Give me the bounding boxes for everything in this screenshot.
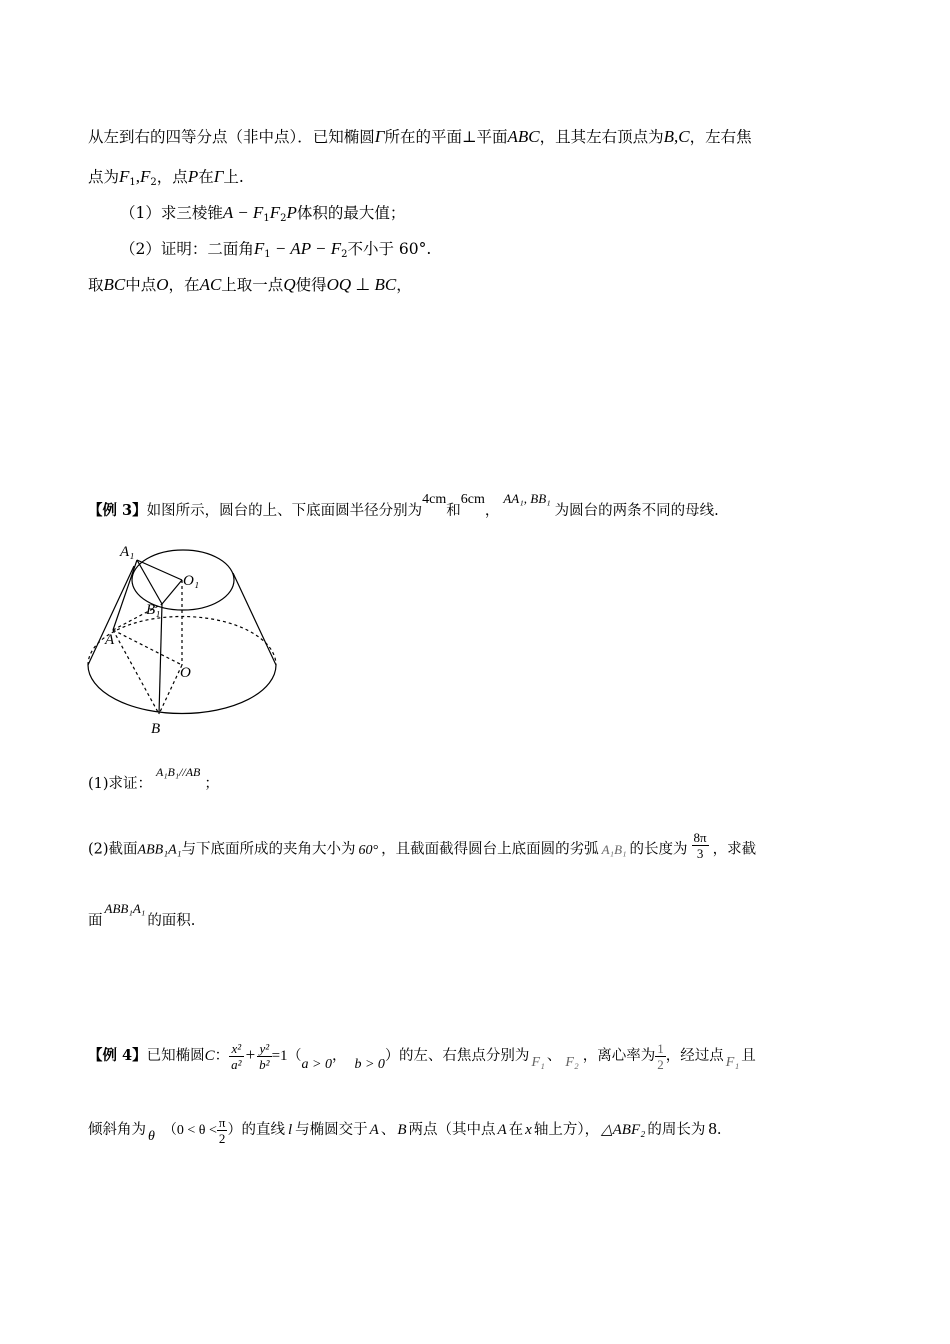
text: 与椭圆交于 <box>295 1122 368 1138</box>
sub: 2 <box>341 249 348 260</box>
label-a: A <box>105 632 115 648</box>
arc-label: A₁B₁ <box>601 841 627 857</box>
text: 上取一点 <box>221 276 284 294</box>
math-expr: A − F <box>222 203 264 222</box>
math-b: B <box>663 127 675 146</box>
text: ，且截面截得圆台上底面圆的劣弧 <box>381 841 599 858</box>
text: 两点（其中点 <box>408 1122 496 1138</box>
math-f: F <box>119 167 130 186</box>
label-b1: B₁ <box>146 602 161 618</box>
text: （ <box>287 1049 302 1064</box>
radius-1: 4cm <box>422 492 447 507</box>
condition-a: a > 0 <box>301 1057 332 1072</box>
math-f: F <box>140 167 151 186</box>
text: 体积的最大值； <box>296 204 406 222</box>
text: ： <box>214 1048 230 1064</box>
p1-line-2 <box>88 166 244 194</box>
segment-o-b <box>159 665 182 714</box>
focus-f1: F₁ <box>725 1055 740 1070</box>
text: 从左到右的四等分点（非中点）．已知椭圆 <box>88 128 375 146</box>
text: ，左右焦 <box>689 128 752 146</box>
segment-a1-a <box>113 560 137 630</box>
condition-b: b > 0 <box>354 1057 385 1072</box>
math-x: x <box>525 1122 532 1138</box>
text: 倾斜角为 <box>88 1122 146 1138</box>
text: 的直线 <box>241 1122 285 1138</box>
perp-symbol: ⊥ <box>351 275 375 294</box>
p1-question-1 <box>120 202 405 230</box>
denominator: 3 <box>696 846 704 861</box>
math-expr: − AP − F <box>270 239 342 258</box>
example-label: 【例 3】 <box>88 502 147 519</box>
text: 上. <box>223 168 244 186</box>
generatrix-left <box>88 566 134 665</box>
math-f: F <box>253 239 265 258</box>
pi-over-two <box>217 1115 228 1146</box>
denominator: 2 <box>657 1056 664 1072</box>
text: 为圆台的两条不同的母线. <box>554 503 719 519</box>
text: （2）证明：二面角 <box>120 240 254 258</box>
text: 已知椭圆 <box>146 1048 205 1064</box>
range-right: ） <box>227 1123 242 1138</box>
text: 在 <box>198 168 214 186</box>
text: 、 <box>380 1122 396 1138</box>
text: ， <box>396 276 412 294</box>
denominator: 2 <box>218 1130 226 1146</box>
text: 所在的平面⊥平面 <box>384 128 508 146</box>
text: 在 <box>508 1122 524 1138</box>
angle-value: 60° <box>358 842 379 858</box>
focus-f1: F₁ <box>531 1055 545 1070</box>
label-b: B <box>151 721 161 737</box>
text: 与下底面所成的夹角大小为 <box>181 841 356 858</box>
frustum-figure <box>80 538 290 738</box>
text: ，在 <box>168 276 200 294</box>
math-expr: ABB₁A₁ <box>104 901 146 916</box>
math-c: C <box>204 1048 215 1064</box>
generatrix-right <box>233 573 276 665</box>
gamma-symbol: Γ <box>213 167 224 186</box>
denominator: b² <box>259 1056 270 1072</box>
label-o1: O₁ <box>183 573 200 589</box>
text: 且 <box>741 1048 756 1064</box>
ex3-question-1 <box>88 765 219 795</box>
text: 的左、右焦点分别为 <box>398 1048 530 1064</box>
text: 和 <box>446 503 461 519</box>
example-label: 【例 4】 <box>88 1047 147 1064</box>
math-theta: θ <box>148 1129 155 1144</box>
triangle-abf2: △ABF₂ <box>601 1122 646 1138</box>
numerator: 8π <box>693 830 707 845</box>
label-o: O <box>180 665 191 681</box>
p1-line-1 <box>88 126 752 148</box>
math-q: Q <box>283 275 296 294</box>
sub: 2 <box>280 213 287 224</box>
sub: 1 <box>264 249 271 260</box>
focus-f2: F₂ <box>565 1055 579 1070</box>
math-p: P <box>286 203 297 222</box>
ex3-question-2-cont <box>88 901 196 932</box>
text: ，点 <box>156 168 188 186</box>
math-oq: OQ <box>326 275 352 294</box>
math-f: F <box>269 203 281 222</box>
text: ， <box>331 1048 347 1064</box>
text: 使得 <box>295 276 327 294</box>
text: 的周长为 <box>647 1122 706 1138</box>
radius-2: 6cm <box>460 492 485 507</box>
numerator: π <box>218 1114 226 1130</box>
segment-a1-o1 <box>137 560 182 580</box>
text: . <box>716 1122 722 1138</box>
fraction-y <box>257 1041 271 1072</box>
denominator: a² <box>231 1056 242 1072</box>
text: ，求截 <box>712 841 757 858</box>
plus-sign: + <box>245 1045 256 1064</box>
numerator: x² <box>229 1041 243 1057</box>
range-left: （0 < θ < <box>162 1123 217 1138</box>
text: (2)截面 <box>88 841 138 858</box>
text: ，且其左右顶点为 <box>539 128 664 146</box>
sub: 1 <box>263 213 270 224</box>
text: 的面积. <box>147 913 196 929</box>
numerator: y² <box>257 1041 271 1057</box>
math-p: P <box>187 167 199 186</box>
ex3-line-1 <box>88 491 719 523</box>
text: (1)求证： <box>88 776 153 792</box>
perimeter-value: 8 <box>708 1119 717 1138</box>
math-o: O <box>156 275 169 294</box>
text: 如图所示，圆台的上、下底面圆半径分别为 <box>146 503 423 519</box>
text: 中点 <box>125 276 157 294</box>
text: （1）求三棱锥 <box>120 204 223 222</box>
text: ，离心率为 <box>582 1048 656 1064</box>
text: 取 <box>88 276 104 294</box>
text: ； <box>204 776 219 792</box>
gamma-symbol: Γ <box>374 127 385 146</box>
math-c: C <box>678 127 690 146</box>
equals-one: =1 <box>271 1048 288 1064</box>
text: 不小于 60°. <box>347 240 432 258</box>
ex4-line-2 <box>88 1114 721 1146</box>
math-b: B <box>397 1122 407 1138</box>
math-a: A <box>369 1122 379 1138</box>
segment-b1-o1 <box>162 580 182 604</box>
numerator: 1 <box>657 1040 664 1056</box>
math-ac: AC <box>199 275 222 294</box>
arc-length-fraction <box>692 830 709 861</box>
text: ） <box>384 1049 399 1064</box>
generatrices: AA₁, BB₁ <box>503 491 551 506</box>
comma: , <box>674 127 679 146</box>
text: ， <box>484 503 500 519</box>
sub: 1 <box>129 177 136 188</box>
text: 的长度为 <box>629 841 688 858</box>
text: 、 <box>546 1048 562 1064</box>
math-expr: ABB₁A₁ <box>137 842 182 858</box>
eccentricity-fraction <box>655 1041 666 1072</box>
sub: 2 <box>150 177 157 188</box>
text: ，经过点 <box>665 1048 724 1064</box>
math-bc: BC <box>374 275 397 294</box>
p1-question-2 <box>120 238 431 266</box>
fraction-x <box>229 1041 243 1072</box>
comma: , <box>135 167 141 186</box>
math-expr: A₁B₁//AB <box>156 765 201 779</box>
segment-b1-b <box>159 604 162 714</box>
ex3-question-2 <box>88 830 757 865</box>
segment-a-o <box>113 630 182 665</box>
math-bc: BC <box>103 275 126 294</box>
math-a: A <box>497 1122 507 1138</box>
text: 轴上方）， <box>533 1122 600 1138</box>
math-abc: ABC <box>507 127 540 146</box>
math-l: l <box>287 1122 293 1138</box>
ex4-line-1 <box>88 1040 756 1072</box>
text: 点为 <box>88 168 120 186</box>
label-a1: A₁ <box>120 544 135 560</box>
text: 面 <box>88 913 103 929</box>
p1-line-5 <box>88 274 412 296</box>
